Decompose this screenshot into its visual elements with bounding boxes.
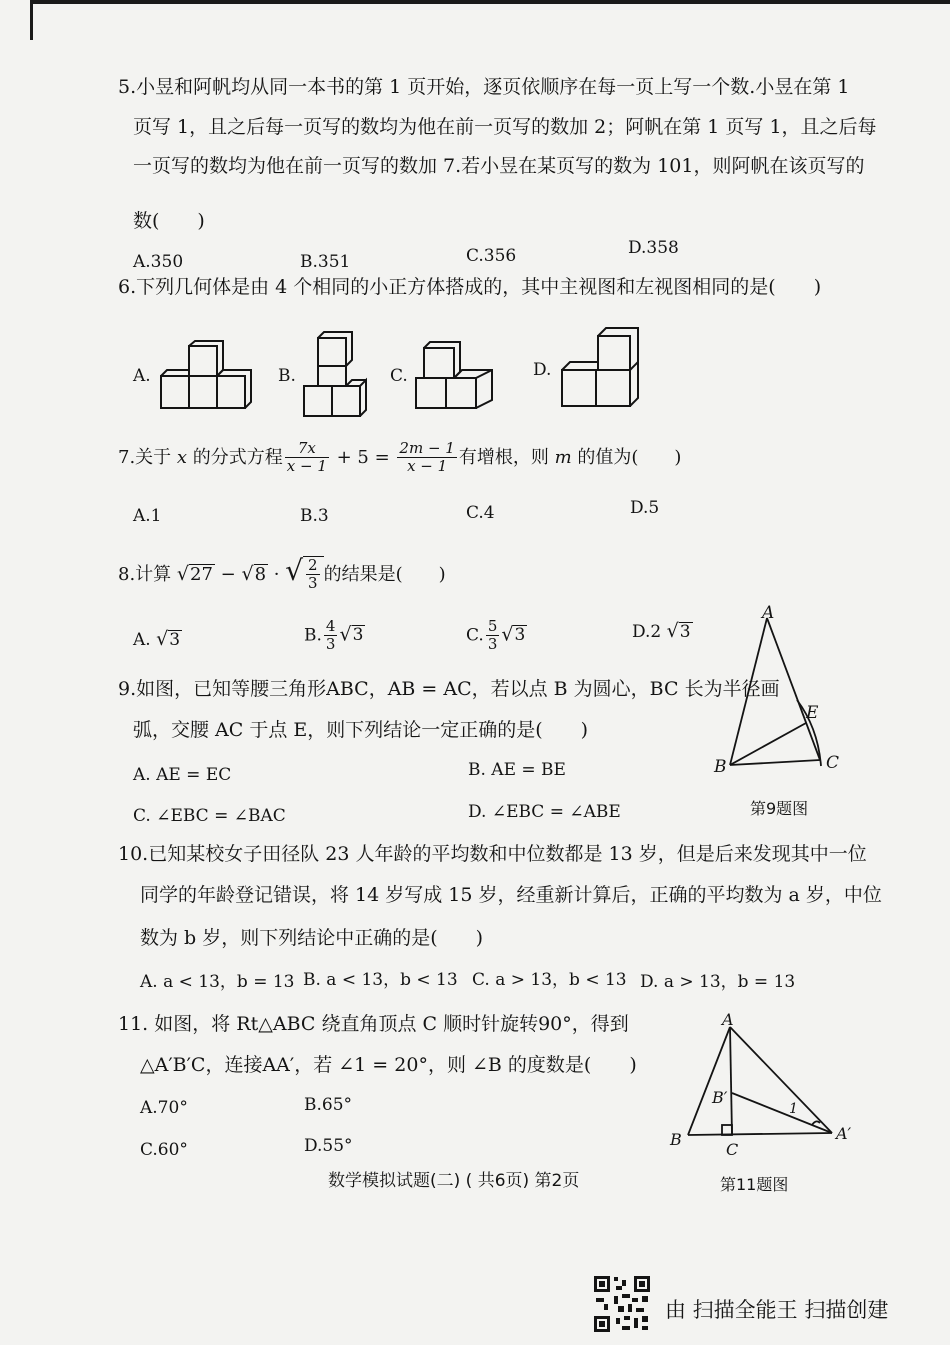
sqrt-symbol-icon: √	[285, 553, 304, 587]
q8-option-d[interactable]	[632, 622, 693, 642]
q8-a-prefix: A.	[133, 630, 157, 650]
q11-option-b[interactable]: B.65°	[304, 1095, 353, 1115]
q7-fraction-2	[397, 440, 456, 476]
q6-figure-a	[155, 340, 255, 412]
q8-pre: 8.计算	[118, 563, 177, 585]
q11-caption: 第11题图	[720, 1175, 789, 1194]
sqrt-symbol-icon: √	[501, 623, 514, 646]
q5-line-1: 5.小昱和阿帆均从同一本书的第 1 页开始，逐页依顺序在每一页上写一个数.小昱在第 1	[118, 76, 850, 98]
q8-d-prefix: D.2	[632, 622, 667, 642]
q9-label-b: B	[714, 757, 727, 777]
q11-label-b-prime: B′	[712, 1088, 728, 1107]
q11-angle-label: 1	[789, 1101, 798, 1117]
q10-option-c[interactable]: C. a > 13，b < 13	[472, 970, 627, 990]
q11-option-a[interactable]: A.70°	[140, 1098, 188, 1118]
q11-label-a-prime: A′	[836, 1124, 852, 1143]
q10-line-1: 10.已知某校女子田径队 23 人年龄的平均数和中位数都是 13 岁，但是后来发现其中一位	[118, 843, 867, 865]
q7-fraction-1	[285, 440, 329, 476]
q11-label-c: C	[726, 1140, 739, 1159]
q8-c-denominator: 3	[487, 635, 498, 654]
q11-label-a: A	[722, 1010, 734, 1029]
q7-var-x: x	[176, 446, 188, 468]
q10-option-a[interactable]: A. a < 13，b = 13	[140, 972, 295, 992]
q6-figure-c	[412, 330, 502, 412]
q5-option-c[interactable]: C.356	[466, 246, 517, 266]
q10-option-d[interactable]: D. a > 13，b = 13	[640, 972, 796, 992]
q9-label-c: C	[826, 753, 840, 773]
q8-radicand-fraction	[303, 556, 324, 593]
q8-c-radicand: 3	[514, 625, 526, 646]
sqrt-symbol-icon: √	[339, 623, 352, 646]
q7-option-d[interactable]: D.5	[630, 498, 660, 518]
q8-c-prefix: C.	[466, 625, 484, 646]
qr-code-icon	[592, 1274, 652, 1334]
q7-f2-numerator: 2m − 1	[399, 439, 455, 457]
q7-end: 的值为( )	[571, 446, 682, 468]
q8-b-prefix: B.	[304, 625, 322, 646]
q9-option-b[interactable]: B. AE = BE	[468, 760, 566, 780]
q7-mid: 的分式方程	[187, 446, 283, 468]
q5-line-2: 页写 1，且之后每一页写的数均为他在前一页写的数加 2；阿帆在第 1 页写 1，且之后每	[133, 116, 877, 138]
sqrt-symbol-icon: √	[156, 628, 169, 650]
q8-c-numerator: 5	[487, 617, 498, 635]
q8-option-b[interactable]	[304, 618, 365, 654]
q11-line-1: 11. 如图，将 Rt△ABC 绕直角顶点 C 顺时针旋转90°，得到	[118, 1013, 629, 1035]
q8-option-c[interactable]	[466, 618, 527, 654]
q8-post: 的结果是( )	[323, 563, 446, 585]
q6-figure-b	[298, 330, 378, 420]
q10-option-b[interactable]: B. a < 13，b < 13	[303, 970, 458, 990]
q5-line-4: 数( )	[133, 210, 205, 232]
q9-option-c[interactable]: C. ∠EBC = ∠BAC	[133, 806, 286, 826]
q9-line-2: 弧，交腰 AC 于点 E，则下列结论一定正确的是( )	[133, 719, 589, 741]
q10-line-2: 同学的年龄登记错误，将 14 岁写成 15 岁，经重新计算后，正确的平均数为 a 岁，中位	[140, 884, 882, 906]
q8-radicand-1: 27	[190, 563, 213, 585]
q7-post: 有增根，则	[458, 446, 555, 468]
q6-option-d[interactable]: D.	[533, 360, 552, 380]
q8-dot: ·	[268, 563, 286, 585]
q5-option-d[interactable]: D.358	[628, 238, 679, 258]
q9-label-a: A	[762, 603, 775, 623]
q7-plus: + 5 =	[330, 446, 396, 468]
q9-caption: 第9题图	[750, 799, 809, 818]
q6-option-b[interactable]: B.	[278, 366, 296, 386]
q8-b-radicand: 3	[352, 625, 364, 646]
q8-d-radicand: 3	[679, 622, 691, 642]
sqrt-symbol-icon: √	[176, 562, 190, 585]
q5-option-a[interactable]: A.350	[133, 252, 184, 272]
q9-figure	[700, 600, 860, 785]
q7-option-b[interactable]: B.3	[300, 506, 329, 526]
scan-watermark-text: 由 扫描全能王 扫描创建	[665, 1298, 889, 1322]
sqrt-symbol-icon: √	[241, 562, 254, 585]
q8-minus: −	[214, 563, 242, 585]
q8-stem	[118, 553, 446, 593]
q6-option-a[interactable]: A.	[133, 366, 151, 386]
q8-radicand-2: 8	[254, 563, 267, 585]
page-footer: 数学模拟试题(二) ( 共6页) 第2页	[328, 1171, 580, 1191]
q6-option-c[interactable]: C.	[390, 366, 408, 386]
q7-f1-numerator: 7x	[285, 440, 329, 458]
q7-option-a[interactable]: A.1	[133, 506, 162, 526]
q5-option-b[interactable]: B.351	[300, 252, 351, 272]
q9-line-1: 9.如图，已知等腰三角形ABC，AB = AC，若以点 B 为圆心，BC 长为半径画	[118, 678, 780, 700]
q9-option-a[interactable]: A. AE = EC	[133, 765, 232, 785]
q9-option-d[interactable]: D. ∠EBC = ∠ABE	[468, 802, 621, 822]
q6-stem: 6.下列几何体是由 4 个相同的小正方体搭成的，其中主视图和左视图相同的是( )	[118, 276, 822, 298]
q7-stem	[118, 440, 681, 476]
q8-b-denominator: 3	[325, 635, 336, 654]
q9-label-e: E	[806, 703, 819, 723]
page-top-edge	[30, 0, 950, 4]
q11-option-d[interactable]: D.55°	[304, 1136, 353, 1156]
q10-line-3: 数为 b 岁，则下列结论中正确的是( )	[140, 927, 484, 949]
q11-line-2: △A′B′C，连接AA′，若 ∠1 = 20°，则 ∠B 的度数是( )	[140, 1054, 637, 1076]
q8-a-radicand: 3	[169, 630, 181, 650]
page-left-edge	[30, 0, 33, 40]
sqrt-symbol-icon: √	[666, 620, 679, 642]
q8-f-denominator: 3	[308, 574, 318, 593]
q7-var-m: m	[554, 446, 572, 468]
q8-option-a[interactable]	[133, 630, 182, 650]
q11-label-b: B	[670, 1130, 682, 1149]
q7-f1-denominator: x − 1	[286, 457, 327, 476]
q11-figure	[660, 1005, 860, 1165]
q7-pre: 7.关于	[118, 446, 177, 468]
q11-option-c[interactable]: C.60°	[140, 1140, 188, 1160]
q5-line-3: 一页写的数均为他在前一页写的数加 7.若小昱在某页写的数为 101，则阿帆在该页写的	[133, 155, 865, 177]
q8-f-numerator: 2	[308, 556, 318, 574]
q7-f2-denominator: x − 1	[407, 457, 448, 476]
q8-b-numerator: 4	[325, 617, 336, 635]
q7-option-c[interactable]: C.4	[466, 503, 495, 523]
q6-figure-d	[558, 324, 648, 410]
